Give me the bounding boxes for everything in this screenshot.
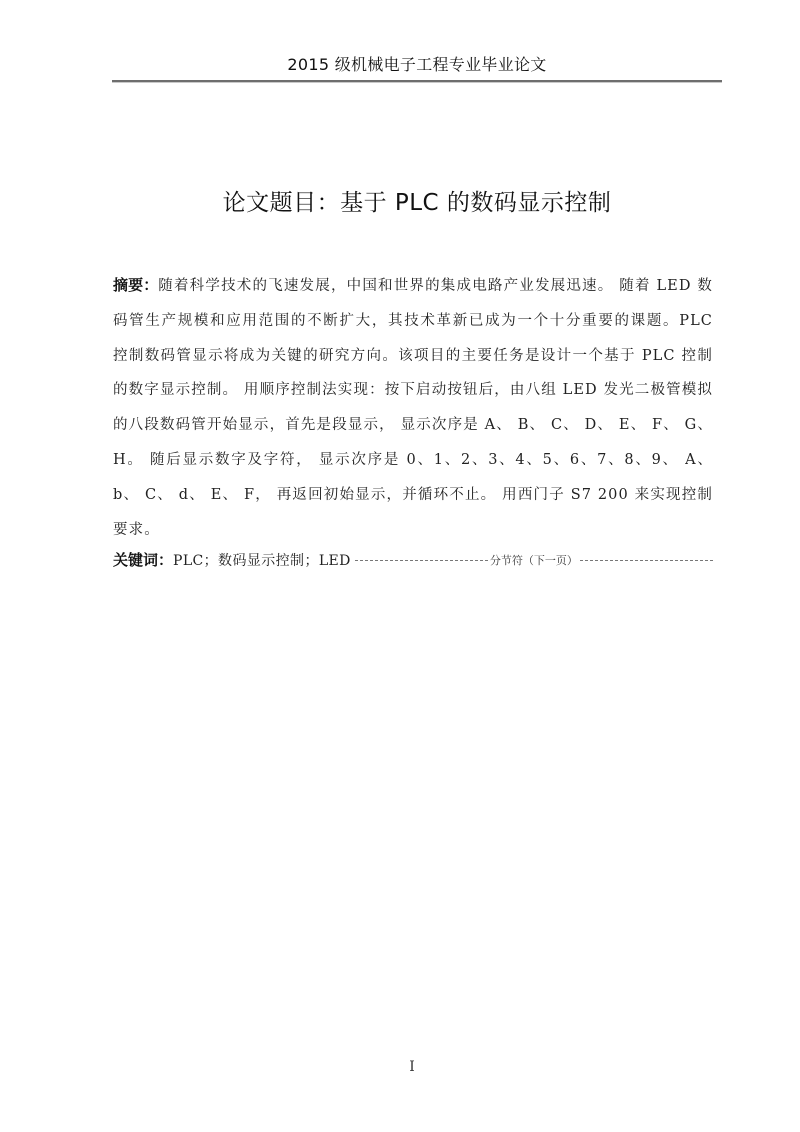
- running-header: 2015 级机械电子工程专业毕业论文: [287, 55, 547, 74]
- abstract-paragraph: [113, 268, 713, 547]
- abstract-label: 摘要：: [113, 276, 159, 294]
- header-rule-shadow: [112, 82, 722, 83]
- keywords-text: PLC；数码显示控制；LED: [173, 552, 351, 569]
- page-number: I: [409, 1059, 415, 1075]
- section-break-dotted-line-right: [580, 560, 713, 561]
- section-break-label: 分节符（下一页）: [489, 553, 578, 567]
- abstract-body: 随着科学技术的飞速发展，中国和世界的集成电路产业发展迅速。 随着 LED 数码管生产规模和应用范围的不断扩大，其技术革新已成为一个十分重要的课题。PLC 控制数码管显示将成为关键的研究方向。该项目的主要任务是设计一个基于 PLC 控制的数字显示控制。 用顺序控制法实现：按下启动按钮后，由八组 LED 发光二极管模拟的八段数码管开始显示，首先是段显示， 显示次序是 A、 B、 C、 D、 E、 F、 G、 H。 随后显示数字及字符， 显示次序是 0、1、2、3、4、5、6、7、8、9、 A、 b、 C、 d、 E、 F， 再返回初始显示，并循环不止。 用西门子 S7 200 来实现控制要求。: [113, 278, 713, 538]
- thesis-title: 论文题目：基于 PLC 的数码显示控制: [222, 190, 612, 216]
- section-break-dotted-line-left: [355, 560, 488, 561]
- keywords-line: [113, 549, 713, 570]
- keywords-label: 关键词：: [113, 551, 174, 569]
- section-break-marker: [355, 552, 713, 568]
